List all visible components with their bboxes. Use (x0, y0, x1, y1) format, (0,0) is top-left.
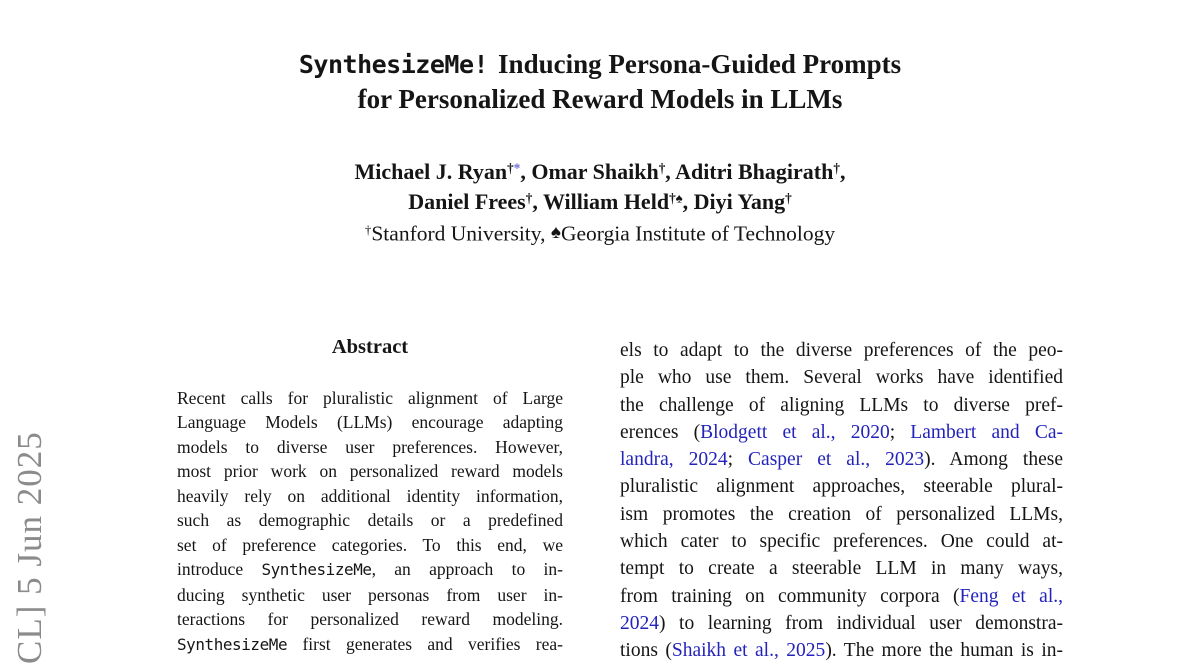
text-run: tempt to create a steerable LLM in many ways, (620, 558, 1063, 580)
footnote-marker: † (525, 190, 533, 206)
text-run: , (839, 159, 846, 184)
text-line (620, 555, 1063, 582)
text-run: , William Held (532, 189, 670, 214)
text-run: , an approach to in- (371, 559, 563, 580)
abstract-heading: Abstract (331, 336, 409, 358)
text-run: Daniel Frees (408, 189, 526, 214)
paper-title (0, 47, 1200, 117)
text-run: ). Among these (924, 449, 1064, 471)
text-line (620, 610, 1063, 637)
footnote-marker: † (364, 222, 372, 237)
text-line (620, 337, 1063, 364)
system-name-inline: SynthesizeMe (261, 560, 372, 580)
text-run: ). The more the human is in- (825, 640, 1063, 662)
text-line (620, 419, 1063, 446)
footnote-marker: † (658, 160, 666, 176)
paper-title-line1 (0, 47, 1200, 82)
text-line (620, 528, 1063, 555)
text-line (177, 410, 563, 434)
text-line (620, 501, 1063, 528)
text-run: els to adapt to the diverse preferences of the peo- (620, 340, 1063, 361)
text-run: pluralistic alignment approaches, steerable plural- (620, 476, 1063, 498)
text-line (177, 484, 563, 508)
text-run: the challenge of aligning LLMs to diverse pref- (620, 394, 1063, 416)
citation-link[interactable]: Shaikh et al., 2025 (671, 640, 826, 662)
text-run: ducing synthetic user personas from user in- (177, 584, 563, 605)
text-run: most prior work on personalized reward models (177, 461, 563, 482)
citation-link[interactable]: Blodgett et al., 2020 (700, 421, 890, 443)
citation-link[interactable]: Casper et al., 2023 (748, 449, 925, 471)
text-run: Georgia Institute of Technology (560, 221, 836, 246)
text-run: , Omar Shaikh (520, 159, 659, 184)
text-line (620, 583, 1063, 610)
footnote-marker: * (513, 160, 521, 176)
footnote-marker: † (507, 160, 514, 176)
affiliation-line (0, 218, 1200, 248)
text-line (620, 392, 1063, 419)
footnote-marker: † (833, 160, 840, 176)
text-run: heavily rely on additional identity information, (177, 485, 563, 506)
text-run: , Diyi Yang (682, 189, 786, 214)
text-line (177, 583, 563, 607)
text-line (620, 473, 1063, 500)
text-line (177, 435, 563, 459)
text-run: teractions for personalized reward modeling. (177, 609, 563, 630)
text-line (177, 557, 563, 582)
author-line-1 (0, 157, 1200, 187)
text-line (177, 533, 563, 557)
text-run: tions ( (620, 640, 672, 662)
text-line (177, 632, 563, 657)
text-run: Michael J. Ryan (354, 159, 508, 184)
text-line (620, 446, 1063, 473)
paper-title-line1-rest: Inducing Persona-Guided Prompts (498, 49, 902, 79)
text-run: Recent calls for pluralistic alignment of Large (177, 388, 563, 408)
citation-link[interactable]: landra, 2024 (620, 449, 728, 471)
text-line (177, 386, 563, 410)
text-run: Stanford University, (371, 221, 551, 246)
text-run: erences ( (620, 421, 701, 443)
text-run: which cater to specific preferences. One could at- (620, 531, 1063, 553)
abstract-text-column (177, 386, 563, 657)
text-run: set of preference categories. To this end, we (177, 534, 563, 555)
text-run: introduce (177, 559, 262, 580)
introduction-text-column (620, 337, 1063, 665)
text-run: ism promotes the creation of personalized LLMs, (620, 503, 1063, 525)
citation-link[interactable]: 2024 (620, 612, 659, 634)
text-run: ) to learning from individual user demonstra- (659, 612, 1063, 634)
text-run: ; (727, 449, 749, 471)
text-run: Language Models (LLMs) encourage adapting (177, 412, 563, 433)
arxiv-watermark[interactable]: CL] 5 Jun 2025 (10, 431, 49, 664)
affiliation-marker: ♠ (550, 222, 561, 243)
text-line (620, 364, 1063, 391)
citation-link[interactable]: Lambert and Ca- (910, 421, 1063, 443)
citation-link[interactable]: Feng et al., (959, 585, 1063, 607)
text-run: first generates and verifies rea- (287, 633, 563, 654)
text-run: ; (889, 421, 911, 443)
footnote-marker: † (785, 190, 792, 206)
text-run: models to diverse user preferences. However, (177, 436, 563, 457)
text-line (620, 637, 1063, 664)
text-line (177, 459, 563, 483)
text-run: such as demographic details or a predefined (177, 510, 563, 531)
text-run: ple who use them. Several works have identified (620, 367, 1063, 389)
paper-title-system-name: SynthesizeMe! (298, 50, 489, 79)
system-name-inline: SynthesizeMe (177, 634, 288, 654)
text-line (177, 607, 563, 631)
text-run: from training on community corpora ( (620, 585, 960, 607)
paper-title-line2: for Personalized Reward Models in LLMs (357, 84, 843, 114)
footnote-marker: †♠ (669, 190, 683, 206)
text-run: , Aditri Bhagirath (665, 159, 834, 184)
author-block (0, 157, 1200, 217)
text-line (177, 508, 563, 532)
author-line-2 (0, 187, 1200, 217)
